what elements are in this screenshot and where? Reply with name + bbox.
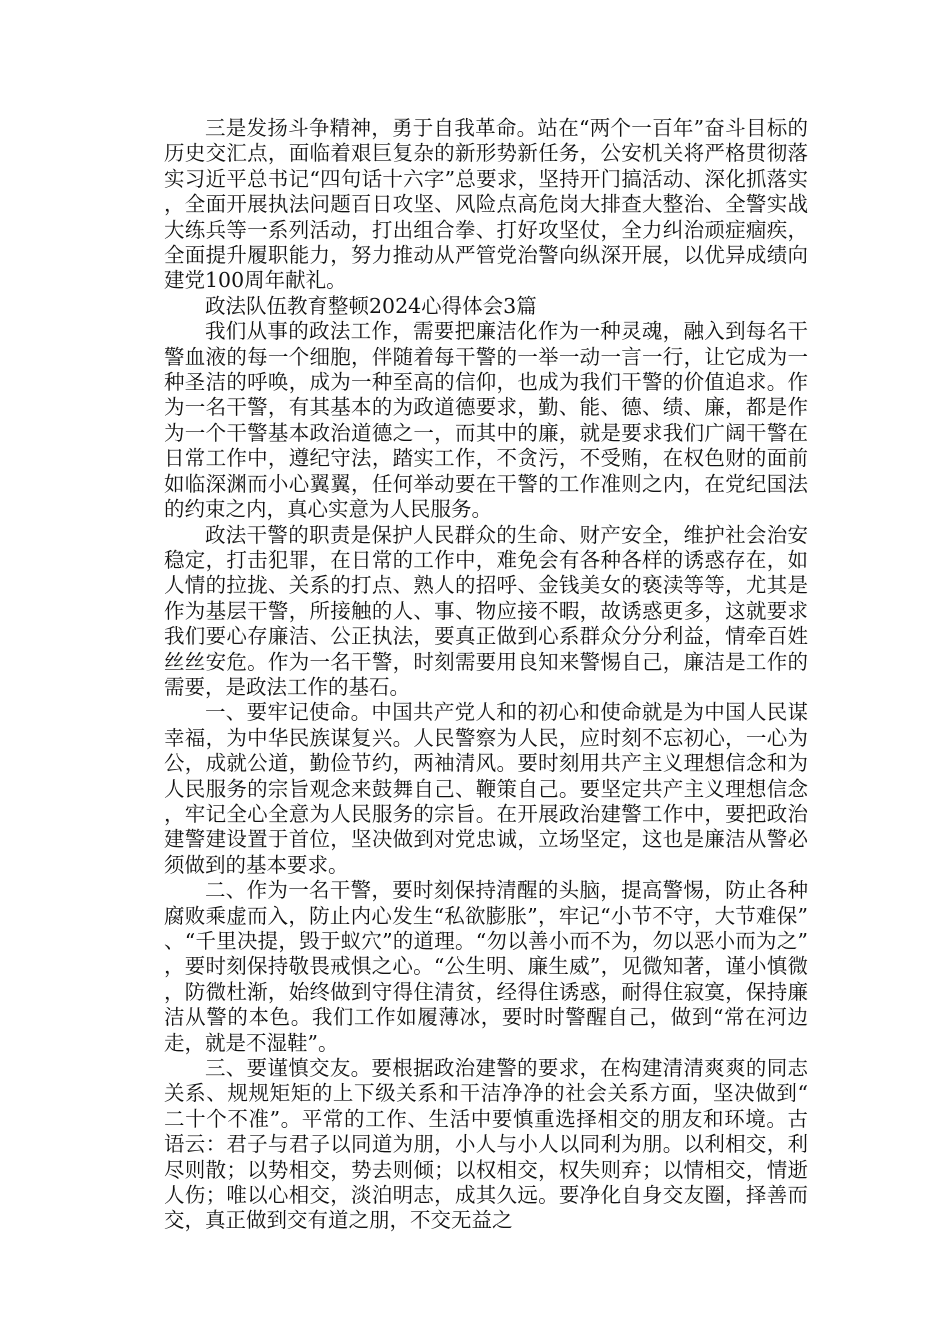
paragraph-choose-friends: 三、要谨慎交友。要根据政治建警的要求，在构建清清爽爽的同志关系、规规矩矩的上下级关系和干洁净净的社会关系方面，坚决做到“二十个不准”。平常的工作、生活中要慎重选择相交的朋友和环境。古语云：君子与君子以同道为朋，小人与小人以同利为朋。以利相交，利尽则散；以势相交，势去则倾；以权相交，权失则弃；以情相交，情逝人伤；唯以心相交，淡泊明志，成其久远。要净化自身交友圈，择善而交，真正做到交有道之朋，不交无益之 [164,1056,808,1233]
paragraph-struggle-spirit: 三是发扬斗争精神，勇于自我革命。站在“两个一百年”奋斗目标的历史交汇点，面临着艰巨复杂的新形势新任务，公安机关将严格贯彻落实习近平总书记“四句话十六字”总要求，坚持开门搞活动、深化抓落实，全面开展执法问题百日攻坚、风险点高危岗大排查大整治、全警实战大练兵等一系列活动，打出组合拳、打好攻坚仗，全力纠治顽症痼疾，全面提升履职能力，努力推动从严管党治警向纵深开展，以优异成绩向建党100周年献礼。 [164,116,808,293]
section-title: 政法队伍教育整顿2024心得体会3篇 [205,293,537,318]
paragraph-police-duty: 政法干警的职责是保护人民群众的生命、财产安全，维护社会治安稳定，打击犯罪，在日常的工作中，难免会有各种各样的诱惑存在，如人情的拉拢、关系的打点、熟人的招呼、金钱美女的亵渎等等，尤其是作为基层干警，所接触的人、事、物应接不暇，故诱惑更多，这就要求我们要心存廉洁、公正执法，要真正做到心系群众分分利益，情牵百姓丝丝安危。作为一名干警，时刻需要用良知来警惕自己，廉洁是工作的需要，是政法工作的基石。 [164,522,808,699]
body-text [164,116,808,1234]
paragraph-stay-alert: 二、作为一名干警，要时刻保持清醒的头脑，提高警惕，防止各种腐败乘虚而入，防止内心发生“私欲膨胀”，牢记“小节不守，大节难保”、“千里决提，毁于蚁穴”的道理。“勿以善小而不为，勿以恶小而为之”，要时刻保持敬畏戒惧之心。“公生明、廉生威”，见微知著，谨小慎微，防微杜渐，始终做到守得住清贫，经得住诱惑，耐得住寂寞，保持廉洁从警的本色。我们工作如履薄冰，要时时警醒自己，做到“常在河边走，就是不湿鞋”。 [164,878,808,1055]
paragraph-remember-mission: 一、要牢记使命。中国共产党人和的初心和使命就是为中国人民谋幸福，为中华民族谋复兴。人民警察为人民，应时刻不忘初心，一心为公，成就公道，勤俭节约，两袖清风。要时刻用共产主义理想信念和为人民服务的宗旨观念来鼓舞自己、鞭策自己。要坚定共产主义理想信念，牢记全心全意为人民服务的宗旨。在开展政治建警工作中，要把政治建警建设置于首位，坚决做到对党忠诚，立场坚定，这也是廉洁从警必须做到的基本要求。 [164,700,808,877]
paragraph-integrity-soul: 我们从事的政法工作，需要把廉洁化作为一种灵魂，融入到每名干警血液的每一个细胞，伴随着每干警的一举一动一言一行，让它成为一种圣洁的呼唤，成为一种至高的信仰，也成为我们干警的价值追求。作为一名干警，有其基本的为政道德要求，勤、能、德、绩、廉，都是作为一个干警基本政治道德之一，而其中的廉，就是要求我们广阔干警在日常工作中，遵纪守法，踏实工作，不贪污，不受贿，在权色财的面前如临深渊而小心翼翼，任何举动要在干警的工作准则之内，在党纪国法的约束之内，真心实意为人民服务。 [164,319,808,522]
